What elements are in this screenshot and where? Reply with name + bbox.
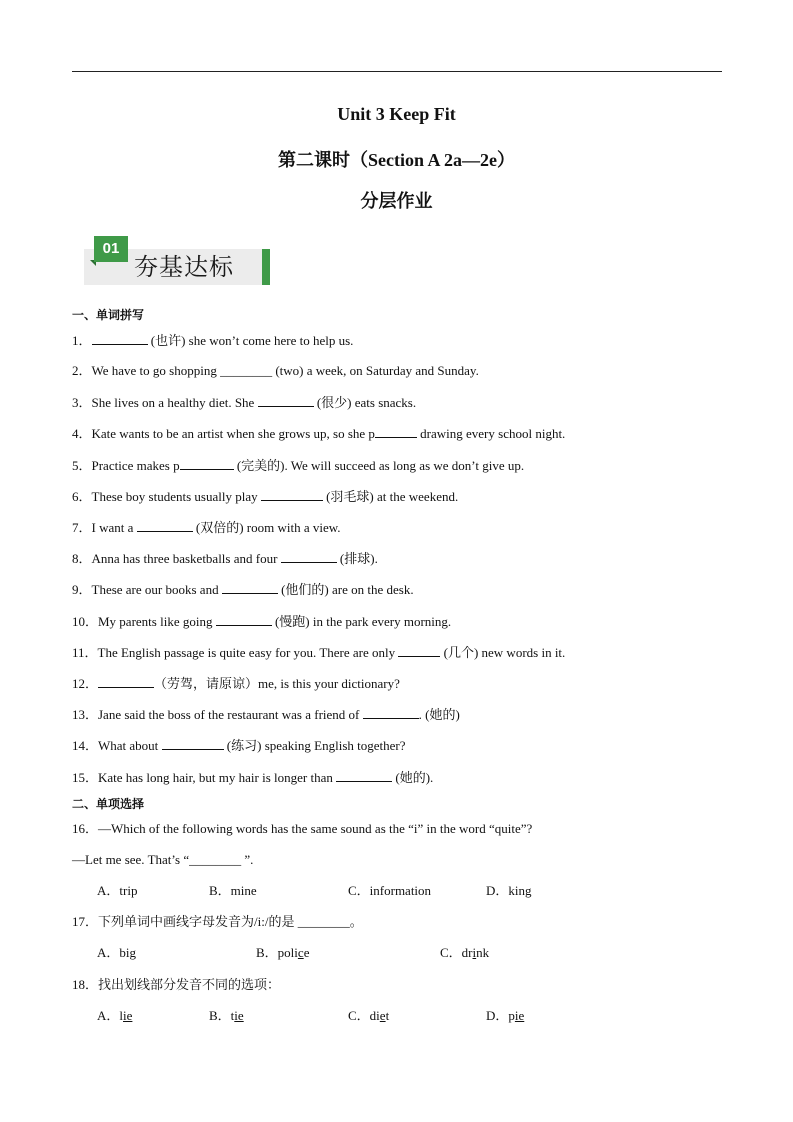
question-text: 5．Practice makes p: [72, 458, 180, 473]
option-16c[interactable]: C．information: [348, 883, 432, 898]
question-14: [72, 737, 406, 754]
blank[interactable]: [137, 519, 193, 532]
option-label: A．: [97, 1008, 120, 1023]
question-number: 1．: [72, 333, 92, 348]
option-18a[interactable]: [97, 1008, 132, 1024]
blank[interactable]: [281, 550, 337, 563]
underlined-letters: ie: [234, 1008, 244, 1023]
question-2: 2．We have to go shopping ________ (two) a week, on Saturday and Sunday.: [72, 363, 479, 378]
question-13: [72, 706, 460, 723]
option-18b[interactable]: [209, 1008, 244, 1024]
option-17b[interactable]: [256, 945, 309, 961]
question-text: 4．Kate wants to be an artist when she grows up, so she p: [72, 426, 375, 441]
question-text: 6．These boy students usually play: [72, 489, 261, 504]
question-text: (排球).: [336, 551, 378, 566]
question-text: 7．I want a: [72, 520, 137, 535]
blank[interactable]: [92, 332, 148, 345]
underlined-letters: i: [472, 945, 477, 960]
option-word: nk: [476, 945, 490, 960]
badge-number: 01: [94, 236, 128, 262]
question-5: [72, 457, 524, 474]
question-6: [72, 488, 458, 505]
question-11: [72, 644, 565, 661]
section-heading-spelling: 一、单词拼写: [72, 308, 145, 322]
option-16d[interactable]: D．king: [486, 883, 532, 898]
question-1: [72, 332, 353, 349]
option-word: bi: [119, 945, 130, 960]
question-text: 9．These are our books and: [72, 582, 222, 597]
question-text: (双倍的) room with a view.: [192, 520, 341, 535]
question-text: 13．Jane said the boss of the restaurant was a friend of: [72, 707, 363, 722]
question-12: [72, 675, 400, 692]
option-word: t: [230, 1008, 235, 1023]
question-text: 3．She lives on a healthy diet. She: [72, 395, 258, 410]
blank[interactable]: [216, 613, 272, 626]
question-10: [72, 613, 451, 630]
underlined-letters: ie: [514, 1008, 525, 1023]
question-text: (慢跑) in the park every morning.: [271, 614, 452, 629]
question-9: [72, 581, 414, 598]
option-word: poli: [277, 945, 298, 960]
blank[interactable]: [222, 581, 278, 594]
section-heading-choice: 二、单项选择: [72, 797, 145, 811]
question-text: 15．Kate has long hair, but my hair is longer than: [72, 770, 337, 785]
option-label: A．: [97, 945, 120, 960]
blank[interactable]: [398, 644, 440, 657]
question-text: 14．What about: [72, 738, 162, 753]
question-text: (几个) new words in it.: [440, 645, 566, 660]
question-text: 10．My parents like going: [72, 614, 216, 629]
blank[interactable]: [258, 394, 314, 407]
option-label: C．: [348, 1008, 370, 1023]
question-16-line2: —Let me see. That’s “________ ”.: [72, 852, 254, 867]
question-text: (她的).: [392, 770, 434, 785]
option-16b[interactable]: B．mine: [209, 883, 257, 898]
question-16: 16．—Which of the following words has the same sound as the “i” in the word “quite”?: [72, 821, 533, 836]
option-word: l: [119, 1008, 124, 1023]
option-18c[interactable]: [348, 1008, 389, 1024]
top-rule: [72, 71, 722, 72]
underlined-letters: e: [379, 1008, 386, 1023]
underlined-letters: ie: [123, 1008, 133, 1023]
blank[interactable]: [363, 706, 419, 719]
blank[interactable]: [180, 457, 234, 470]
badge-stripe: [262, 249, 270, 285]
lesson-subtitle: 第二课时（Section A 2a—2e）: [278, 150, 515, 170]
option-word: dr: [461, 945, 473, 960]
question-text: (很少) eats snacks.: [313, 395, 417, 410]
question-text: drawing every school night.: [416, 426, 566, 441]
blank[interactable]: [162, 737, 224, 750]
question-7: [72, 519, 341, 536]
question-text: (完美的). We will succeed as long as we don’t give up.: [233, 458, 525, 473]
question-text: (羽毛球) at the weekend.: [322, 489, 459, 504]
question-text: 11．The English passage is quite easy for you. There are only: [72, 645, 399, 660]
option-label: B．: [256, 945, 278, 960]
question-text: 8．Anna has three basketballs and four: [72, 551, 281, 566]
option-word: di: [369, 1008, 380, 1023]
option-word: e: [303, 945, 310, 960]
question-text: . (她的): [418, 707, 460, 722]
option-label: D．: [486, 1008, 509, 1023]
homework-subtitle: 分层作业: [360, 191, 433, 211]
option-word: p: [508, 1008, 515, 1023]
question-text: (也许) she won’t come here to help us.: [147, 333, 354, 348]
badge-label: 夯基达标: [134, 253, 234, 281]
question-number: 12．: [72, 676, 99, 691]
question-3: [72, 394, 416, 411]
option-17c[interactable]: [440, 945, 489, 961]
question-text: (练习) speaking English together?: [223, 738, 406, 753]
underlined-letters: g: [129, 945, 137, 960]
option-16a[interactable]: A．trip: [97, 883, 138, 898]
option-17a[interactable]: [97, 945, 136, 961]
underlined-letters: c: [297, 945, 304, 960]
page-title: Unit 3 Keep Fit: [337, 104, 456, 124]
option-label: B．: [209, 1008, 231, 1023]
blank[interactable]: [98, 675, 154, 688]
question-text: （劳驾，请原谅）me, is this your dictionary?: [154, 676, 400, 691]
question-17: 17．下列单词中画线字母发音为/i:/的是 ________。: [72, 914, 363, 929]
blank[interactable]: [261, 488, 323, 501]
blank[interactable]: [336, 769, 392, 782]
option-18d[interactable]: [486, 1008, 524, 1024]
question-text: (他们的) are on the desk.: [277, 582, 414, 597]
question-4: [72, 425, 565, 442]
question-18: 18．找出划线部分发音不同的选项：: [72, 977, 281, 992]
question-8: [72, 550, 378, 567]
question-15: [72, 769, 433, 786]
section-badge: [84, 236, 272, 286]
blank[interactable]: [375, 425, 417, 438]
option-word: t: [385, 1008, 390, 1023]
option-label: C．: [440, 945, 462, 960]
